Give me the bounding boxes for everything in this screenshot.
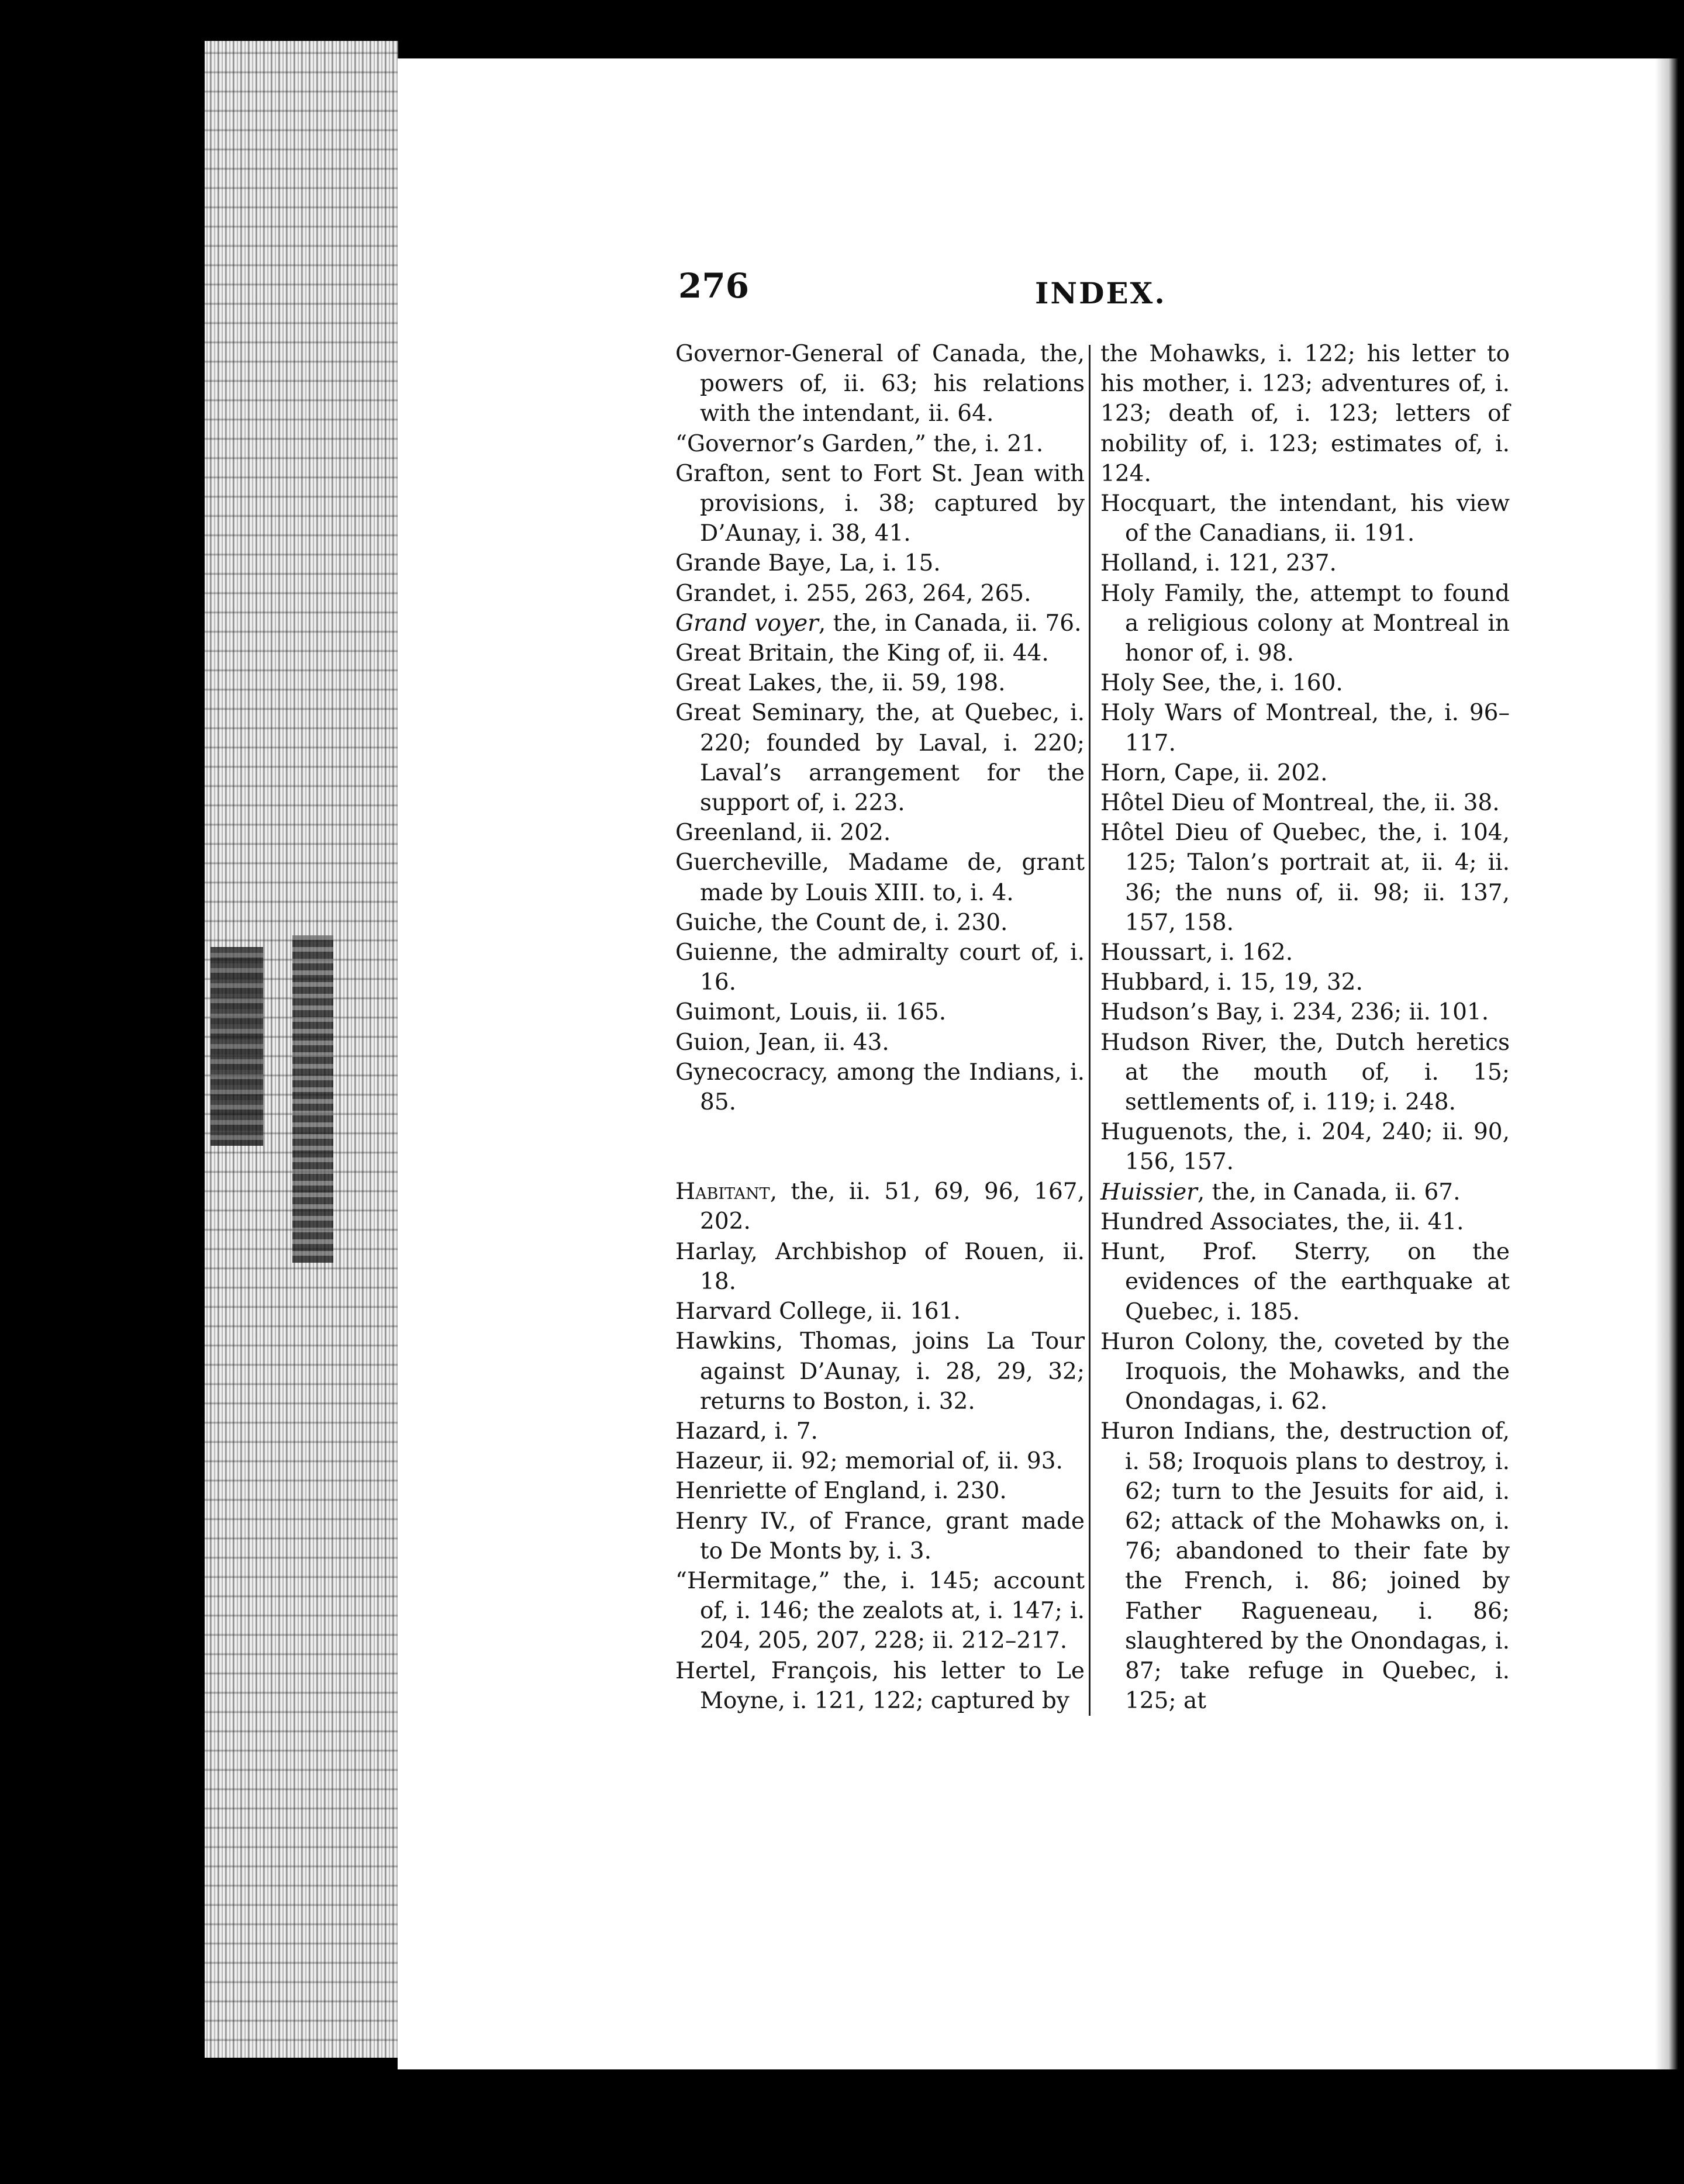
index-entry: Holland, i. 121, 237. bbox=[1100, 550, 1337, 577]
index-entry: Great Lakes, the, ii. 59, 198. bbox=[675, 670, 1006, 697]
index-entry: Guiche, the Count de, i. 230. bbox=[675, 909, 1008, 936]
index-entry: Hudson River, the, Dutch heretics at the mouth of, i. 15; settlements of, i. 119; i. 248. bbox=[1100, 1029, 1510, 1116]
index-entry-continued: the Mohawks, i. 122; his letter to his mother, i. 123; adventures of, i. 123; death of, i. 123; letters of nobility of, i. 123; estimates of, i. 124. bbox=[1100, 341, 1510, 487]
index-entry: “Governor’s Garden,” the, i. 21. bbox=[675, 430, 1044, 457]
index-entry: “Hermitage,” the, i. 145; account of, i. 146; the zealots at, i. 147; i. 204, 205, 207, 228; ii. 212–217. bbox=[675, 1567, 1085, 1654]
index-entry: Governor-General of Canada, the, powers of, ii. 63; his relations with the intendant, ii. 64. bbox=[675, 341, 1085, 427]
index-entry: Horn, Cape, ii. 202. bbox=[1100, 759, 1328, 786]
index-entry: Holy See, the, i. 160. bbox=[1100, 670, 1343, 697]
index-entry: Houssart, i. 162. bbox=[1100, 939, 1293, 966]
index-entry: Gynecocracy, among the Indians, i. 85. bbox=[675, 1059, 1085, 1116]
small-caps-headword: Habitant bbox=[675, 1179, 770, 1205]
index-entry: Great Britain, the King of, ii. 44. bbox=[675, 640, 1049, 667]
index-entry: Harvard College, ii. 161. bbox=[675, 1298, 961, 1325]
italic-headword: Huissier bbox=[1100, 1179, 1198, 1205]
index-entry: Grand voyer, the, in Canada, ii. 76. bbox=[675, 610, 1082, 637]
index-entry: Holy Wars of Montreal, the, i. 96–117. bbox=[1100, 700, 1510, 756]
index-entry: Huissier, the, in Canada, ii. 67. bbox=[1100, 1179, 1461, 1205]
index-entry: Guercheville, Madame de, grant made by Louis XIII. to, i. 4. bbox=[675, 849, 1085, 906]
running-head: INDEX. bbox=[1035, 276, 1167, 310]
page-number: 276 bbox=[678, 266, 750, 306]
index-entry: Grandet, i. 255, 263, 264, 265. bbox=[675, 580, 1031, 607]
index-entry: Hudson’s Bay, i. 234, 236; ii. 101. bbox=[1100, 999, 1489, 1026]
index-entry: Hubbard, i. 15, 19, 32. bbox=[1100, 969, 1363, 996]
index-entry: Hawkins, Thomas, joins La Tour against D’Aunay, i. 28, 29, 32; returns to Boston, i. 32. bbox=[675, 1328, 1085, 1415]
index-entry: Great Seminary, the, at Quebec, i. 220; founded by Laval, i. 220; Laval’s arrangement for the support of, i. 223. bbox=[675, 700, 1085, 817]
index-entry: Henry IV., of France, grant made to De Monts by, i. 3. bbox=[675, 1508, 1085, 1564]
index-entry: Hôtel Dieu of Montreal, the, ii. 38. bbox=[1100, 790, 1500, 817]
index-entry: Harlay, Archbishop of Rouen, ii. 18. bbox=[675, 1238, 1085, 1295]
index-entry: Hazard, i. 7. bbox=[675, 1418, 818, 1445]
index-entry: Huguenots, the, i. 204, 240; ii. 90, 156, 157. bbox=[1100, 1119, 1510, 1176]
index-entry: Grafton, sent to Fort St. Jean with provisions, i. 38; captured by D’Aunay, i. 38, 41. bbox=[675, 460, 1085, 547]
index-entry: Henriette of England, i. 230. bbox=[675, 1478, 1007, 1505]
index-entry: Guion, Jean, ii. 43. bbox=[675, 1029, 889, 1056]
index-entry: Guimont, Louis, ii. 165. bbox=[675, 999, 947, 1026]
index-entry: Hazeur, ii. 92; memorial of, ii. 93. bbox=[675, 1448, 1063, 1475]
letter-section-gap bbox=[675, 1117, 1085, 1177]
index-entry: Holy Family, the, attempt to found a religious colony at Montreal in honor of, i. 98. bbox=[1100, 580, 1510, 667]
library-stamp-mark bbox=[210, 947, 263, 1146]
index-entry: Guienne, the admiralty court of, i. 16. bbox=[675, 939, 1085, 996]
index-column-left bbox=[675, 339, 1085, 1716]
index-entry: Hocquart, the intendant, his view of the Canadians, ii. 191. bbox=[1100, 490, 1510, 547]
index-entry: Huron Colony, the, coveted by the Iroquois, the Mohawks, and the Onondagas, i. 62. bbox=[1100, 1328, 1510, 1415]
index-entry: Hundred Associates, the, ii. 41. bbox=[1100, 1208, 1464, 1235]
index-entry: Greenland, ii. 202. bbox=[675, 820, 891, 846]
index-entry: Habitant, the, ii. 51, 69, 96, 167, 202. bbox=[675, 1179, 1085, 1235]
index-column-right bbox=[1100, 339, 1510, 1716]
column-divider bbox=[1089, 345, 1091, 1716]
italic-headword: Grand voyer bbox=[675, 610, 819, 637]
index-entry: Grande Baye, La, i. 15. bbox=[675, 550, 941, 577]
index-entry: Huron Indians, the, destruction of, i. 58; Iroquois plans to destroy, i. 62; turn to the Jesuits for aid, i. 62; attack of the Mohawks on, i. 76; abandoned to their fate by the French, i. 86; joined by Father Ragueneau, i. 86; slaughtered by the Onondagas, i. 87; take refuge in Quebec, i. 125; at bbox=[1100, 1418, 1510, 1715]
index-entry: Hôtel Dieu of Quebec, the, i. 104, 125; Talon’s portrait at, ii. 4; ii. 36; the nuns of, ii. 98; ii. 137, 157, 158. bbox=[1100, 820, 1510, 936]
index-entry: Hertel, François, his letter to Le Moyne, i. 121, 122; captured by bbox=[675, 1657, 1085, 1714]
index-entry: Hunt, Prof. Sterry, on the evidences of the earthquake at Quebec, i. 185. bbox=[1100, 1239, 1510, 1325]
library-stamp-mark-2 bbox=[292, 935, 333, 1263]
